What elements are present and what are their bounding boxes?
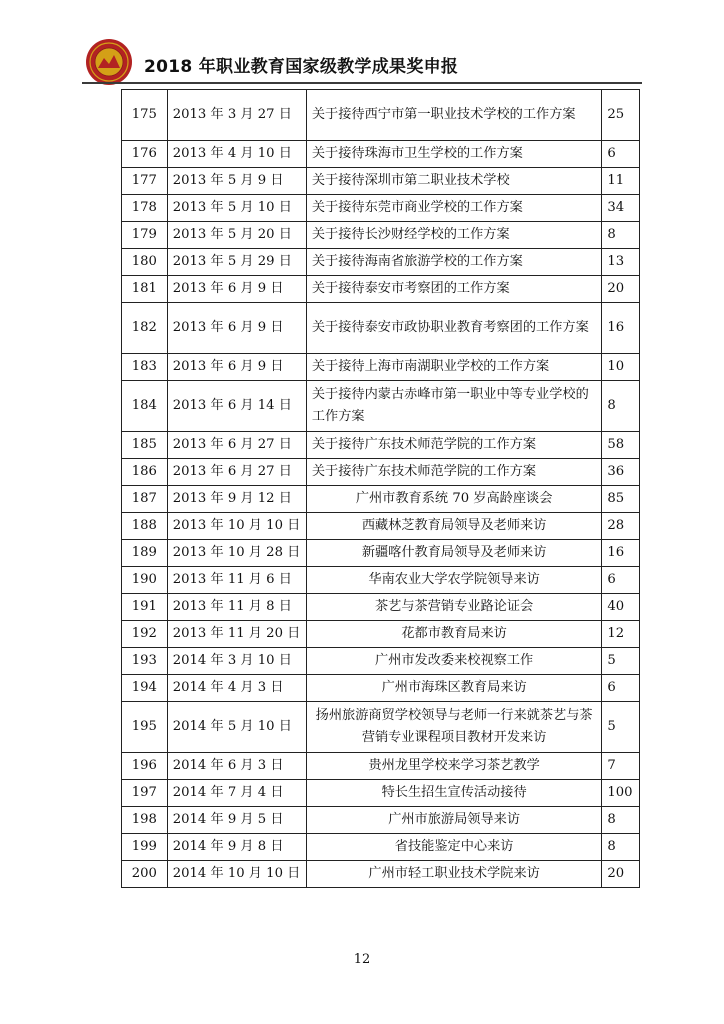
row-count: 5 [602,648,640,675]
row-count: 20 [602,861,640,888]
row-item: 关于接待海南省旅游学校的工作方案 [306,249,602,276]
row-count: 11 [602,168,640,195]
table-row [122,567,640,594]
row-date: 2013 年 3 月 27 日 [167,90,306,141]
table-row [122,834,640,861]
table-row [122,807,640,834]
row-number: 191 [122,594,168,621]
row-number: 187 [122,486,168,513]
row-item: 关于接待深圳市第二职业技术学校 [306,168,602,195]
row-date: 2013 年 4 月 10 日 [167,141,306,168]
row-date: 2014 年 10 月 10 日 [167,861,306,888]
row-count: 13 [602,249,640,276]
row-number: 180 [122,249,168,276]
row-number: 183 [122,354,168,381]
row-count: 16 [602,540,640,567]
row-date: 2013 年 11 月 20 日 [167,621,306,648]
table-row [122,222,640,249]
row-date: 2013 年 6 月 14 日 [167,381,306,432]
table-row [122,168,640,195]
row-number: 195 [122,702,168,753]
table-row [122,303,640,354]
row-date: 2013 年 5 月 10 日 [167,195,306,222]
row-count: 28 [602,513,640,540]
row-item: 茶艺与茶营销专业路论证会 [306,594,602,621]
row-number: 184 [122,381,168,432]
row-number: 190 [122,567,168,594]
row-date: 2013 年 6 月 9 日 [167,303,306,354]
table-row [122,486,640,513]
row-item: 关于接待广东技术师范学院的工作方案 [306,432,602,459]
row-date: 2013 年 5 月 29 日 [167,249,306,276]
page-title: 2018 年职业教育国家级教学成果奖申报 [144,57,459,77]
row-number: 198 [122,807,168,834]
table-row [122,381,640,432]
row-count: 34 [602,195,640,222]
row-number: 197 [122,780,168,807]
row-count: 40 [602,594,640,621]
row-count: 6 [602,675,640,702]
row-count: 8 [602,834,640,861]
row-item: 西藏林芝教育局领导及老师来访 [306,513,602,540]
table-row [122,195,640,222]
row-count: 85 [602,486,640,513]
row-count: 6 [602,141,640,168]
row-count: 8 [602,807,640,834]
row-date: 2013 年 5 月 9 日 [167,168,306,195]
page-number: 12 [353,952,371,967]
header-divider [82,82,642,84]
row-item: 关于接待珠海市卫生学校的工作方案 [306,141,602,168]
visit-records-table [121,89,640,888]
row-number: 188 [122,513,168,540]
table-row [122,753,640,780]
row-item: 关于接待东莞市商业学校的工作方案 [306,195,602,222]
table-row [122,621,640,648]
table-row [122,276,640,303]
row-count: 58 [602,432,640,459]
row-date: 2013 年 10 月 28 日 [167,540,306,567]
row-item: 新疆喀什教育局领导及老师来访 [306,540,602,567]
table-row [122,432,640,459]
row-item: 关于接待长沙财经学校的工作方案 [306,222,602,249]
row-count: 12 [602,621,640,648]
row-number: 177 [122,168,168,195]
row-count: 10 [602,354,640,381]
table-row [122,648,640,675]
row-item: 省技能鉴定中心来访 [306,834,602,861]
table-row [122,141,640,168]
row-date: 2014 年 6 月 3 日 [167,753,306,780]
row-number: 196 [122,753,168,780]
row-number: 178 [122,195,168,222]
table-row [122,780,640,807]
row-item: 关于接待广东技术师范学院的工作方案 [306,459,602,486]
row-number: 194 [122,675,168,702]
row-date: 2013 年 10 月 10 日 [167,513,306,540]
table-row [122,354,640,381]
row-item: 扬州旅游商贸学校领导与老师一行来就茶艺与茶营销专业课程项目教材开发来访 [306,702,602,753]
row-count: 25 [602,90,640,141]
row-count: 16 [602,303,640,354]
row-number: 193 [122,648,168,675]
row-date: 2014 年 3 月 10 日 [167,648,306,675]
row-date: 2014 年 9 月 5 日 [167,807,306,834]
table-row [122,90,640,141]
row-date: 2013 年 6 月 9 日 [167,354,306,381]
row-date: 2013 年 6 月 27 日 [167,432,306,459]
row-count: 7 [602,753,640,780]
row-item: 华南农业大学农学院领导来访 [306,567,602,594]
row-date: 2013 年 5 月 20 日 [167,222,306,249]
row-date: 2014 年 9 月 8 日 [167,834,306,861]
row-count: 5 [602,702,640,753]
table-row [122,861,640,888]
table-row [122,594,640,621]
row-count: 100 [602,780,640,807]
row-number: 175 [122,90,168,141]
row-number: 186 [122,459,168,486]
row-count: 20 [602,276,640,303]
row-number: 200 [122,861,168,888]
row-item: 广州市发改委来校视察工作 [306,648,602,675]
row-date: 2013 年 6 月 27 日 [167,459,306,486]
row-number: 189 [122,540,168,567]
row-item: 关于接待上海市南湖职业学校的工作方案 [306,354,602,381]
row-number: 192 [122,621,168,648]
row-number: 181 [122,276,168,303]
row-date: 2014 年 5 月 10 日 [167,702,306,753]
school-emblem-icon [85,38,133,86]
row-date: 2014 年 4 月 3 日 [167,675,306,702]
row-number: 185 [122,432,168,459]
row-number: 176 [122,141,168,168]
row-date: 2013 年 11 月 6 日 [167,567,306,594]
row-count: 8 [602,381,640,432]
row-date: 2013 年 9 月 12 日 [167,486,306,513]
table-row [122,513,640,540]
row-item: 广州市教育系统 70 岁高龄座谈会 [306,486,602,513]
row-count: 8 [602,222,640,249]
row-item: 关于接待泰安市政协职业教育考察团的工作方案 [306,303,602,354]
row-item: 特长生招生宣传活动接待 [306,780,602,807]
table-row [122,702,640,753]
table-row [122,675,640,702]
row-item: 关于接待西宁市第一职业技术学校的工作方案 [306,90,602,141]
row-item: 广州市海珠区教育局来访 [306,675,602,702]
table-row [122,249,640,276]
row-date: 2014 年 7 月 4 日 [167,780,306,807]
row-item: 关于接待内蒙古赤峰市第一职业中等专业学校的工作方案 [306,381,602,432]
row-number: 199 [122,834,168,861]
row-date: 2013 年 11 月 8 日 [167,594,306,621]
table-row [122,459,640,486]
row-item: 关于接待泰安市考察团的工作方案 [306,276,602,303]
row-item: 广州市轻工职业技术学院来访 [306,861,602,888]
row-number: 182 [122,303,168,354]
row-item: 花都市教育局来访 [306,621,602,648]
row-number: 179 [122,222,168,249]
page-header [0,0,724,84]
row-date: 2013 年 6 月 9 日 [167,276,306,303]
table-row [122,540,640,567]
row-item: 广州市旅游局领导来访 [306,807,602,834]
row-item: 贵州龙里学校来学习茶艺教学 [306,753,602,780]
row-count: 6 [602,567,640,594]
row-count: 36 [602,459,640,486]
